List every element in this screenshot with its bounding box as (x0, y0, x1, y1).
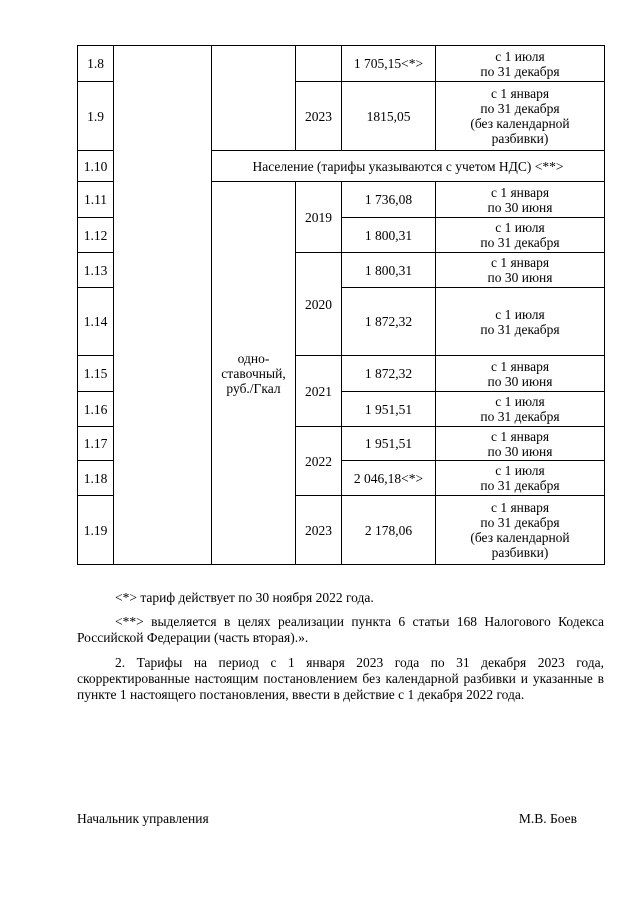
section-heading: Население (тарифы указываются с учетом НДС) <**> (212, 151, 605, 182)
price-cell: 1 951,51 (342, 427, 436, 461)
period-cell (436, 461, 605, 496)
period-cell (436, 82, 605, 151)
paragraph-2: 2. Тарифы на период с 1 января 2023 года по 31 декабря 2023 года, скорректированные настоящим постановлением без календарной разбивки и указанные в пункте 1 настоящего постановления, ввести в действие с 1 декабря 2022 года. (77, 655, 604, 702)
tariff-type-line: руб./Гкал (226, 380, 281, 396)
year-cell: 2023 (296, 82, 342, 151)
period-line: по 30 июня (487, 199, 553, 215)
year-cell (296, 46, 342, 82)
price-cell: 1 705,15<*> (342, 46, 436, 82)
price-cell: 1 800,31 (342, 253, 436, 288)
signature-position: Начальник управления (77, 811, 209, 826)
period-line: по 31 декабря (480, 235, 560, 250)
period-cell (436, 356, 605, 392)
row-number: 1.17 (78, 427, 114, 461)
row-number: 1.8 (78, 46, 114, 82)
tariff-table (77, 45, 605, 565)
row-number: 1.18 (78, 461, 114, 496)
period-cell (436, 392, 605, 427)
period-line: с 1 июля (495, 220, 545, 235)
period-cell (436, 253, 605, 288)
tariff-type-cell (212, 46, 296, 151)
row-number: 1.15 (78, 356, 114, 392)
row-number: 1.9 (78, 82, 114, 151)
period-line: с 1 января (490, 358, 550, 374)
period-line: (без календарной (470, 116, 570, 131)
footnote-2: <**> выделяется в целях реализации пункта 6 статьи 168 Налогового Кодекса Российской Федерации (часть вторая).». (77, 614, 604, 645)
row-number: 1.16 (78, 392, 114, 427)
year-cell: 2020 (296, 253, 342, 356)
period-line: с 1 июля (495, 306, 545, 322)
period-line: с 1 января (490, 184, 550, 200)
period-line: по 31 декабря (480, 63, 560, 79)
year-cell: 2021 (296, 356, 342, 427)
row-number: 1.12 (78, 218, 114, 253)
price-cell: 1 800,31 (342, 218, 436, 253)
period-line: с 1 июля (495, 394, 545, 409)
price-cell: 2 178,06 (342, 496, 436, 565)
year-cell: 2023 (296, 496, 342, 565)
period-line: по 31 декабря (480, 478, 560, 493)
year-cell: 2019 (296, 182, 342, 253)
row-number: 1.11 (78, 182, 114, 218)
tariff-type-cell (212, 182, 296, 565)
period-line: с 1 января (490, 86, 550, 101)
period-line: с 1 июля (495, 48, 545, 64)
row-number: 1.10 (78, 151, 114, 182)
row-number: 1.13 (78, 253, 114, 288)
tariff-type-line: ставочный, (221, 365, 286, 381)
group-cell (114, 46, 212, 565)
period-cell (436, 218, 605, 253)
price-cell: 2 046,18<*> (342, 461, 436, 496)
period-line: с 1 января (490, 500, 550, 515)
period-cell (436, 46, 605, 82)
period-line: разбивки) (491, 545, 549, 560)
year-cell: 2022 (296, 427, 342, 496)
period-line: по 30 июня (487, 443, 553, 459)
price-cell: 1 872,32 (342, 288, 436, 356)
tariff-type-line: одно- (237, 350, 270, 366)
footnote-1: <*> тариф действует по 30 ноября 2022 года. (115, 590, 374, 605)
period-line: с 1 января (490, 255, 550, 270)
period-cell (436, 496, 605, 565)
period-line: разбивки) (491, 131, 549, 146)
period-line: с 1 января (490, 428, 550, 444)
period-line: с 1 июля (495, 463, 545, 478)
period-line: по 31 декабря (480, 515, 560, 530)
price-cell: 1 736,08 (342, 182, 436, 218)
price-cell: 1 951,51 (342, 392, 436, 427)
table-row (78, 46, 605, 82)
period-cell (436, 182, 605, 218)
period-line: по 31 декабря (480, 409, 560, 424)
period-cell (436, 288, 605, 356)
period-cell (436, 427, 605, 461)
price-cell: 1815,05 (342, 82, 436, 151)
period-line: по 30 июня (487, 373, 553, 389)
period-line: (без календарной (470, 530, 570, 545)
period-line: по 31 декабря (480, 101, 560, 116)
row-number: 1.19 (78, 496, 114, 565)
row-number: 1.14 (78, 288, 114, 356)
price-cell: 1 872,32 (342, 356, 436, 392)
signature-name: М.В. Боев (518, 811, 577, 826)
period-line: по 31 декабря (480, 321, 560, 337)
period-line: по 30 июня (487, 270, 553, 285)
